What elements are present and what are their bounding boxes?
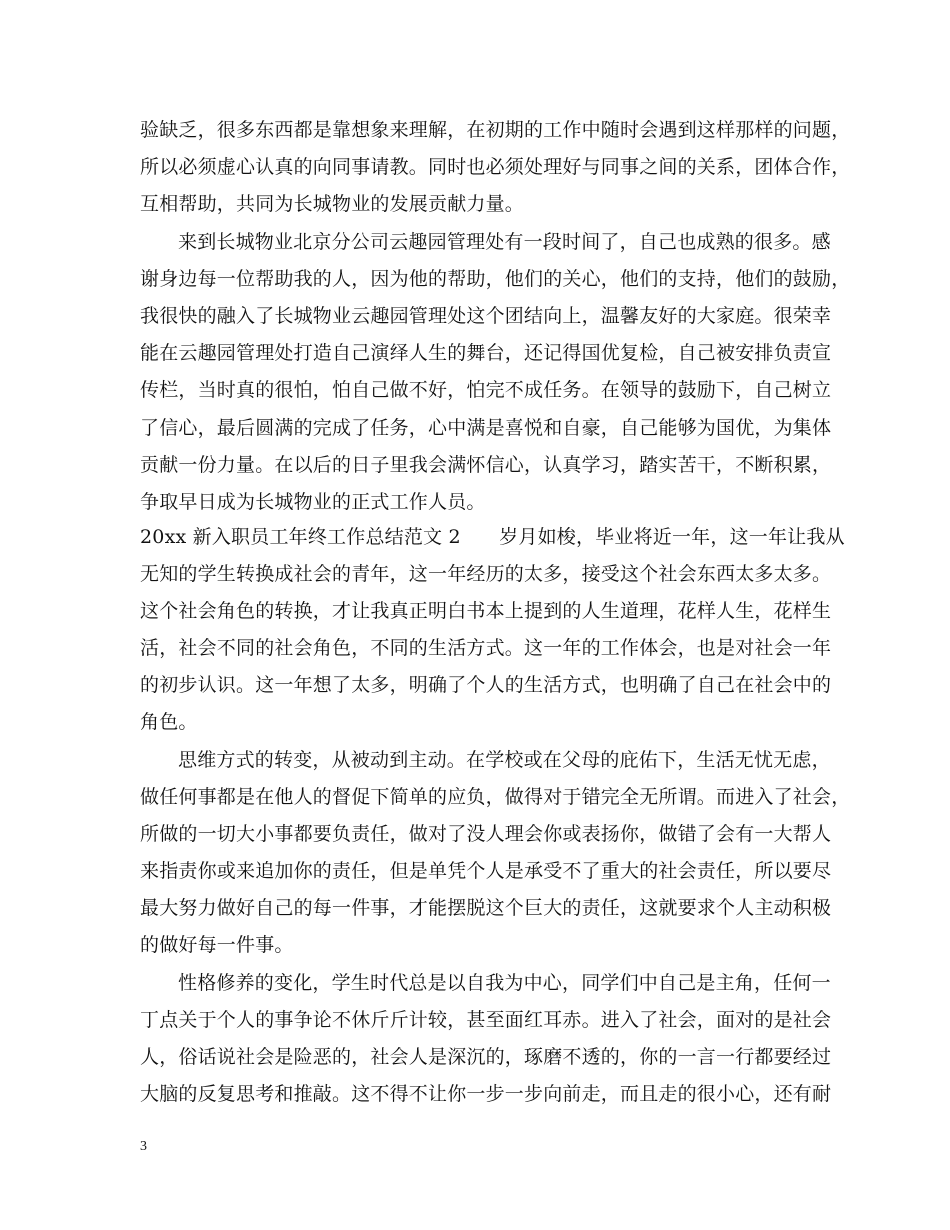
paragraph-first-line: 来到长城物业北京分公司云趣园管理处有一段时间了，自己也成熟的很多。感 (178, 231, 831, 253)
text-line: 传栏，当时真的很怕，怕自己做不好，怕完不成任务。在领导的鼓励下，自己树立 (140, 379, 832, 401)
text-line: 贡献一份力量。在以后的日子里我会满怀信心，认真学习，踏实苦干，不断积累， (140, 454, 832, 476)
text-line: 所以必须虚心认真的向同事请教。同时也必须处理好与同事之间的关系，团体合作， (140, 156, 851, 178)
text-line: 无知的学生转换成社会的青年，这一年经历的太多，接受这个社会东西太多太多。 (140, 563, 832, 585)
text-line: 这个社会角色的转换，才让我真正明白书本上提到的人生道理，花样人生，花样生 (140, 600, 832, 622)
text-line: 的做好每一件事。 (140, 934, 294, 956)
text-line: 争取早日成为长城物业的正式工作人员。 (140, 491, 486, 513)
text-line: 的初步认识。这一年想了太多，明确了个人的生活方式，也明确了自己在社会中的 (140, 674, 832, 696)
text-line: 谢身边每一位帮助我的人，因为他的帮助，他们的关心，他们的支持，他们的鼓励， (140, 268, 851, 290)
paragraph-first-line: 思维方式的转变，从被动到主动。在学校或在父母的庇佑下，生活无忧无虑， (178, 749, 831, 771)
paragraph-first-line: 性格修养的变化，学生时代总是以自我为中心，同学们中自己是主角，任何一 (178, 972, 831, 994)
text-line: 我很快的融入了长城物业云趣园管理处这个团结向上，温馨友好的大家庭。很荣幸 (140, 305, 832, 327)
text-line: 互相帮助，共同为长城物业的发展贡献力量。 (140, 193, 525, 215)
page-number: 3 (140, 1139, 147, 1154)
text-line: 活，社会不同的社会角色，不同的生活方式。这一年的工作体会，也是对社会一年 (140, 637, 832, 659)
section-title-line: 20xx 新入职员工年终工作总结范文 2 岁月如梭，毕业将近一年，这一年让我从 (140, 526, 845, 548)
text-line: 丁点关于个人的事争论不休斤斤计较，甚至面红耳赤。进入了社会，面对的是社会 (140, 1009, 832, 1031)
text-line: 了信心，最后圆满的完成了任务，心中满是喜悦和自豪，自己能够为国优，为集体 (140, 417, 832, 439)
text-line: 人，俗话说社会是险恶的，社会人是深沉的，琢磨不透的，你的一言一行都要经过 (140, 1046, 832, 1068)
text-line: 大脑的反复思考和推敲。这不得不让你一步一步向前走，而且走的很小心，还有耐 (140, 1083, 832, 1105)
text-line: 角色。 (140, 711, 198, 733)
text-line: 能在云趣园管理处打造自己演绎人生的舞台，还记得国优复检，自己被安排负责宣 (140, 342, 832, 364)
text-line: 来指责你或来追加你的责任，但是单凭个人是承受不了重大的社会责任，所以要尽 (140, 860, 832, 882)
text-line: 所做的一切大小事都要负责任，做对了没人理会你或表扬你，做错了会有一大帮人 (140, 823, 832, 845)
text-line: 做任何事都是在他人的督促下简单的应负，做得对于错完全无所谓。而进入了社会， (140, 786, 851, 808)
text-line: 最大努力做好自己的每一件事，才能摆脱这个巨大的责任，这就要求个人主动积极 (140, 897, 832, 919)
text-line: 验缺乏，很多东西都是靠想象来理解，在初期的工作中随时会遇到这样那样的问题， (140, 119, 851, 141)
